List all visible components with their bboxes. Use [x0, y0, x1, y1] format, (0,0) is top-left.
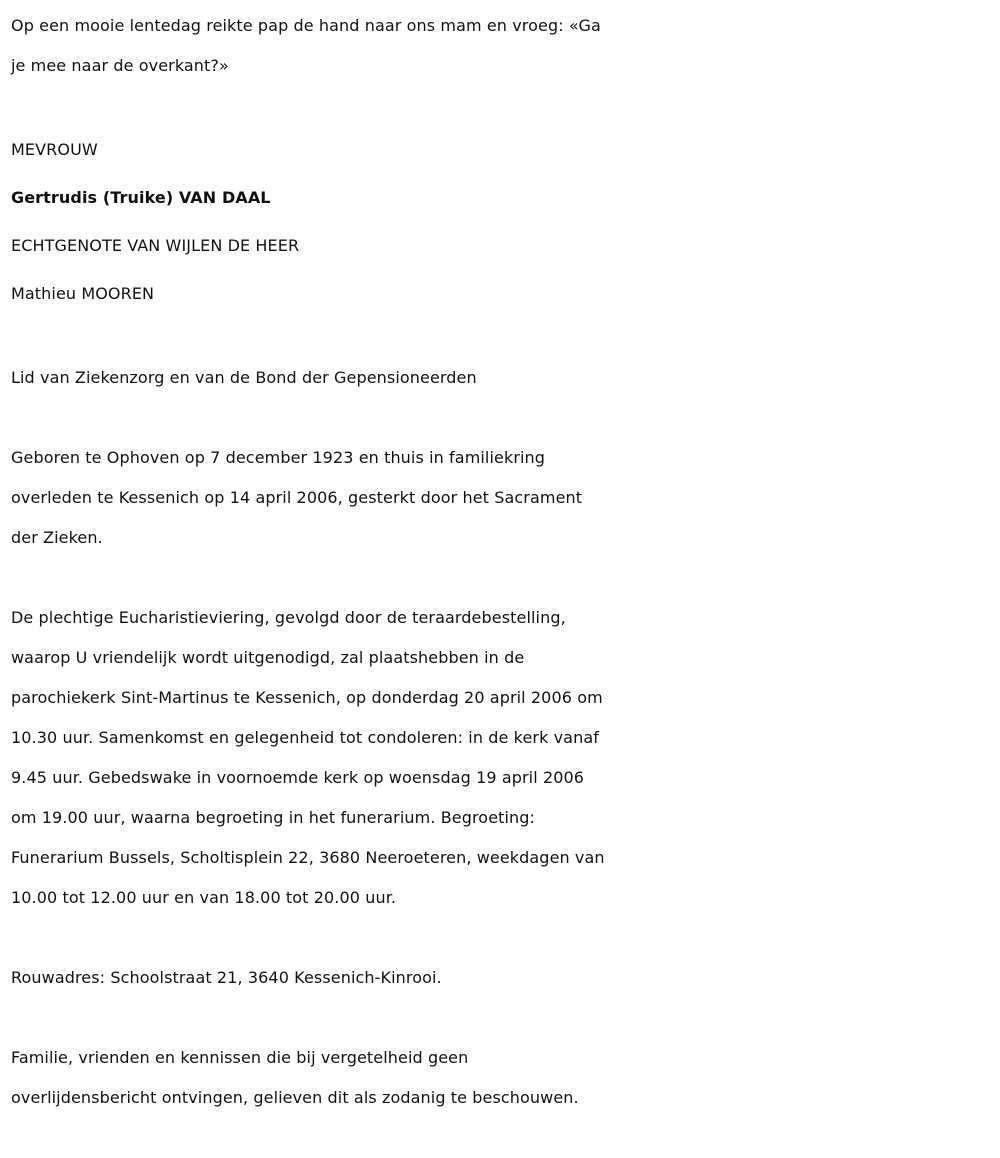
ceremony-line: om 19.00 uur, waarna begroeting in het funerarium. Begroeting: [11, 808, 536, 827]
birth-death-line: Geboren te Ophoven op 7 december 1923 en thuis in familiekring [11, 448, 546, 467]
closing-paragraph [11, 1038, 991, 1118]
birth-death-paragraph [11, 438, 991, 558]
ceremony-paragraph [11, 598, 991, 918]
ceremony-line: 10.30 uur. Samenkomst en gelegenheid tot condoleren: in de kerk vanaf [11, 728, 599, 747]
address-line: Rouwadres: Schoolstraat 21, 3640 Kessenich-Kinrooi. [11, 968, 442, 987]
ceremony-line: parochiekerk Sint-Martinus te Kessenich, op donderdag 20 april 2006 om [11, 688, 603, 707]
deceased-title: MEVROUW [11, 140, 98, 159]
address-paragraph [11, 958, 991, 998]
membership-line: Lid van Ziekenzorg en van de Bond der Gepensioneerden [11, 368, 477, 387]
closing-line: Familie, vrienden en kennissen die bij vergetelheid geen [11, 1048, 469, 1067]
obituary-document [11, 6, 991, 1158]
birth-death-line: der Zieken. [11, 528, 103, 547]
birth-death-line: overleden te Kessenich op 14 april 2006, gesterkt door het Sacrament [11, 488, 583, 507]
ceremony-line: Funerarium Bussels, Scholtisplein 22, 3680 Neeroeteren, weekdagen van [11, 848, 605, 867]
intro-line: je mee naar de overkant?» [11, 56, 229, 75]
spouse-name: Mathieu MOOREN [11, 284, 155, 303]
intro-quote [11, 6, 991, 86]
deceased-block [11, 126, 991, 318]
closing-line: overlijdensbericht ontvingen, gelieven dit als zodanig te beschouwen. [11, 1088, 579, 1107]
deceased-name: Gertrudis (Truike) VAN DAAL [11, 188, 271, 207]
ceremony-line: waarop U vriendelijk wordt uitgenodigd, zal plaatshebben in de [11, 648, 525, 667]
ceremony-line: 9.45 uur. Gebedswake in voornoemde kerk op woensdag 19 april 2006 [11, 768, 585, 787]
ceremony-line: De plechtige Eucharistieviering, gevolgd door de teraardebestelling, [11, 608, 566, 627]
ceremony-line: 10.00 tot 12.00 uur en van 18.00 tot 20.00 uur. [11, 888, 397, 907]
intro-line: Op een mooie lentedag reikte pap de hand naar ons mam en vroeg: «Ga [11, 16, 601, 35]
membership-paragraph [11, 358, 991, 398]
deceased-relation: ECHTGENOTE VAN WIJLEN DE HEER [11, 236, 300, 255]
